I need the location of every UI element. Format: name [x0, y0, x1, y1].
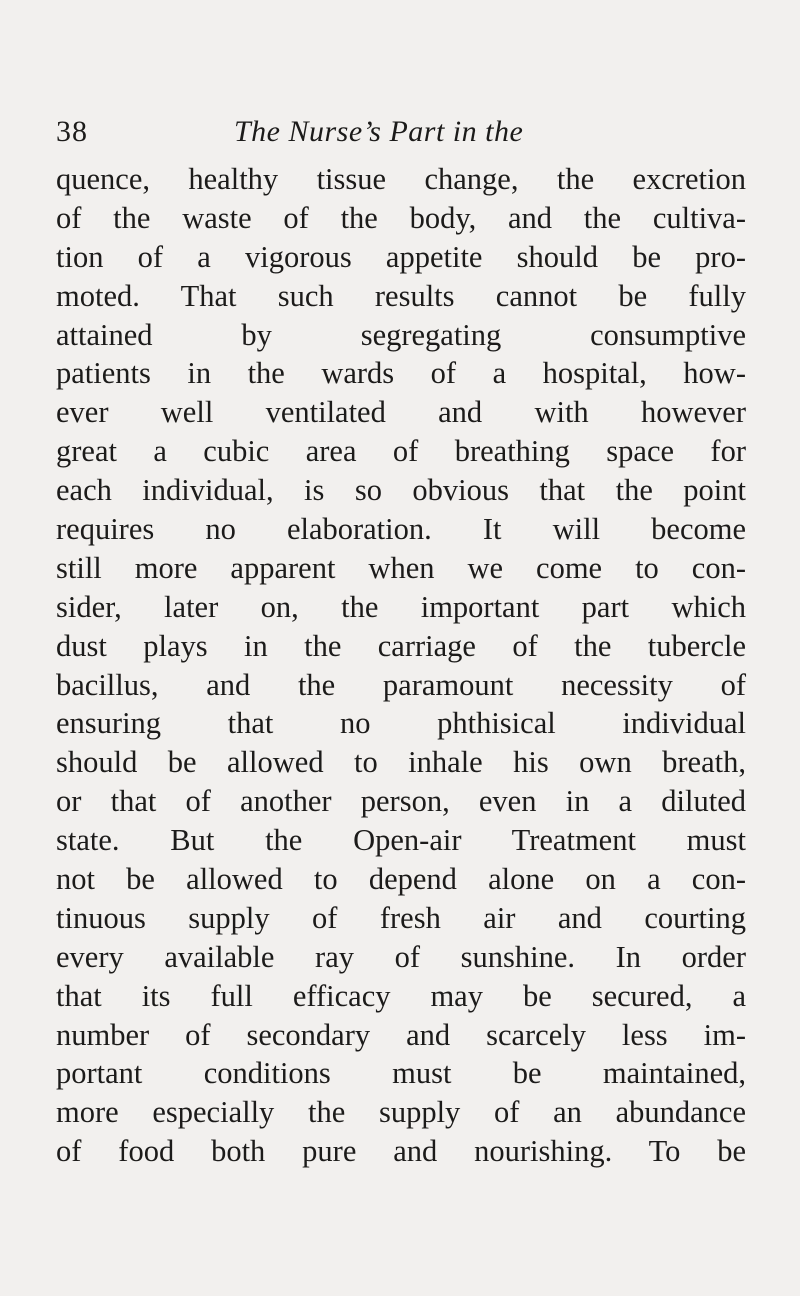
body-text [56, 160, 746, 1171]
text-line: ever well ventilated and with however [56, 395, 746, 430]
text-line: not be allowed to depend alone on a con- [56, 862, 746, 897]
text-line: number of secondary and scarcely less im- [56, 1017, 746, 1052]
text-line: more especially the supply of an abundance [56, 1095, 746, 1130]
text-line: every available ray of sunshine. In order [56, 939, 746, 974]
text-line: requires no elaboration. It will become [56, 512, 746, 547]
text-line: moted. That such results cannot be fully [56, 278, 746, 313]
text-line: dust plays in the carriage of the tubercle [56, 628, 746, 663]
text-line: should be allowed to inhale his own breath, [56, 745, 746, 780]
text-line: that its full efficacy may be secured, a [56, 978, 746, 1013]
running-head [56, 112, 736, 152]
text-line: great a cubic area of breathing space for [56, 434, 746, 469]
text-line: portant conditions must be maintained, [56, 1056, 746, 1091]
text-line: of food both pure and nourishing. To be [56, 1134, 746, 1169]
text-line: ensuring that no phthisical individual [56, 706, 746, 741]
text-line: or that of another person, even in a diluted [56, 784, 746, 819]
text-line: tion of a vigorous appetite should be pro- [56, 239, 746, 274]
text-line: tinuous supply of fresh air and courting [56, 900, 746, 935]
text-line: quence, healthy tissue change, the excretion [56, 162, 746, 196]
text-line: bacillus, and the paramount necessity of [56, 667, 746, 702]
page-number: 38 [56, 115, 88, 148]
text-line: patients in the wards of a hospital, how- [56, 356, 746, 391]
text-line: of the waste of the body, and the cultiva- [56, 200, 746, 235]
text-line: attained by segregating consumptive [56, 317, 746, 352]
text-line: sider, later on, the important part which [56, 589, 746, 624]
running-title: The Nurse’s Part in the [234, 115, 524, 148]
text-line: still more apparent when we come to con- [56, 550, 746, 585]
text-line: state. But the Open-air Treatment must [56, 823, 746, 858]
text-line: each individual, is so obvious that the point [56, 473, 746, 508]
